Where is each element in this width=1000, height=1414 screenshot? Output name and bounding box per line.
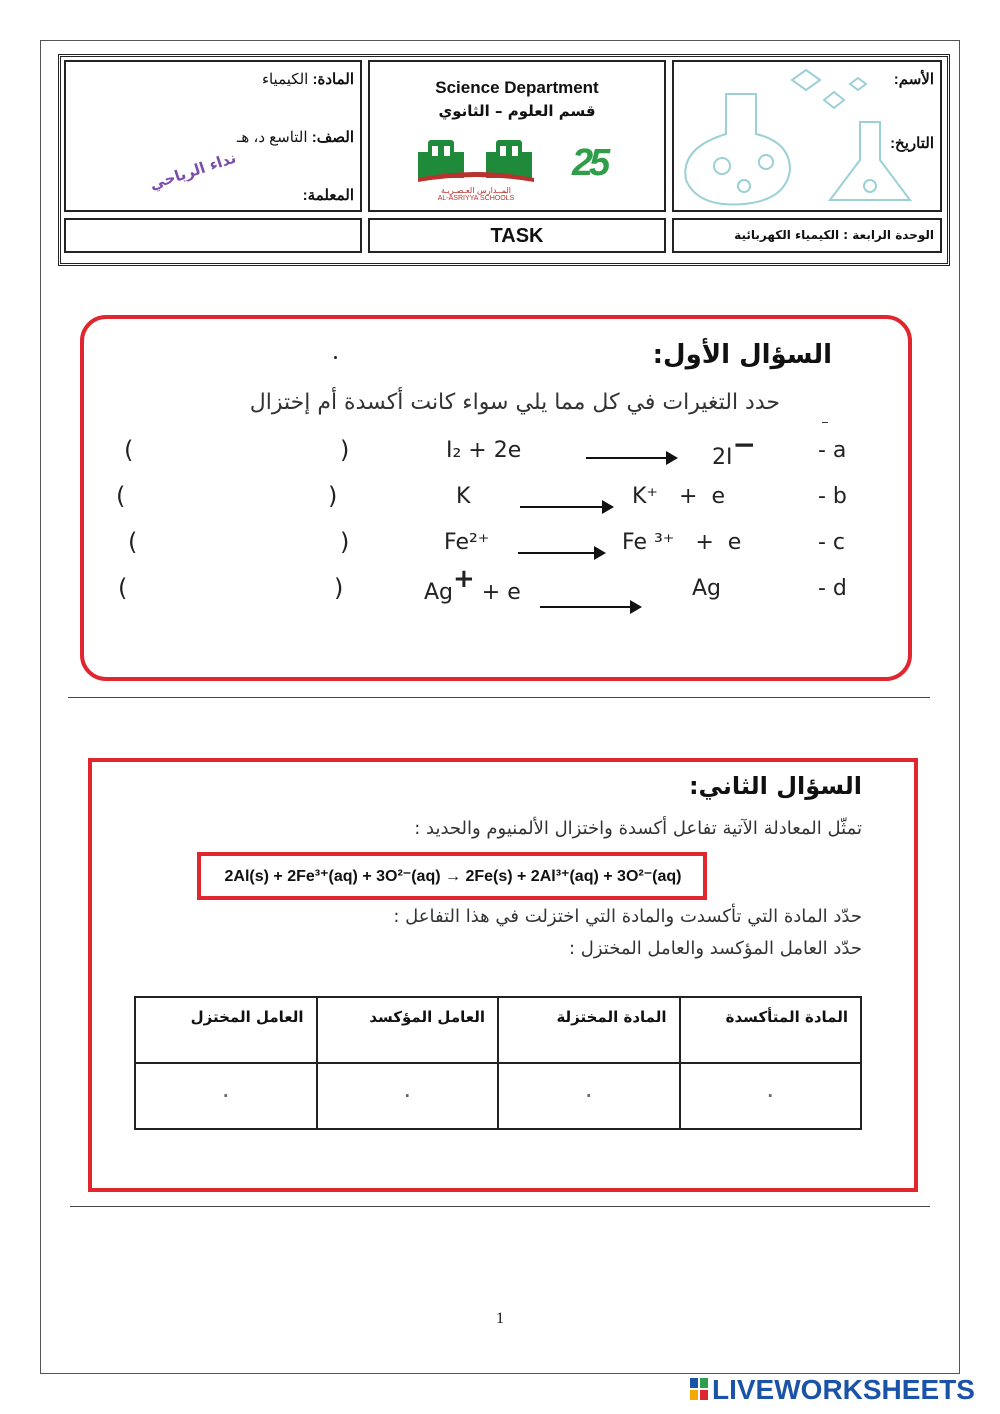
unit-cell [672, 218, 942, 253]
question-2-title: السؤال الثاني: [688, 772, 862, 800]
equation-c-left: Fe²⁺ [444, 530, 490, 555]
teacher-label: المعلمة: [302, 187, 354, 204]
answer-oxidized-substance[interactable]: · [680, 1063, 862, 1129]
department-arabic: قسم العلوم – الثانوي [438, 102, 596, 120]
teacher-signature: نداء الرياحي [147, 148, 239, 194]
row-d-label: - d [818, 576, 847, 601]
answer-blank-a-open[interactable]: ( [124, 436, 134, 464]
row-c-label: - c [818, 530, 846, 555]
ion-charge-a: − [732, 428, 756, 461]
anniversary-25-logo: 25 [572, 142, 607, 184]
equation-d-right: Ag [692, 576, 722, 601]
date-label: التاريخ: [890, 135, 934, 152]
student-cell [672, 60, 942, 212]
arrow-a [586, 457, 676, 459]
arrow-d [540, 606, 640, 608]
arrow-c [518, 552, 604, 554]
department-english: Science Department [435, 78, 599, 97]
task-label: TASK [490, 225, 544, 247]
unit-text: الوحدة الرابعة : الكيمياء الكهربائية [734, 228, 934, 242]
equation-a-right-text: 2I [712, 445, 733, 470]
answer-blank-a-close[interactable]: ) [340, 436, 350, 464]
table-header-row [135, 997, 861, 1063]
blank-cell [64, 218, 362, 253]
answer-table [134, 996, 862, 1130]
answer-oxidizing-agent[interactable]: · [317, 1063, 499, 1129]
class-value: التاسع د، هـ [237, 129, 308, 146]
header-reduced-substance: المادة المختزلة [498, 997, 680, 1063]
header-oxidizing-agent: العامل المؤكسد [317, 997, 499, 1063]
stray-dash [822, 422, 828, 423]
answer-blank-d-open[interactable]: ( [118, 574, 128, 602]
equation-d-left [424, 564, 521, 606]
ion-charge-d: + [453, 564, 475, 594]
subject-label: المادة: [312, 71, 354, 88]
equation-b-right: K⁺ + e [632, 484, 725, 509]
question-2-instruction-2: حدّد العامل المؤكسد والعامل المختزل : [568, 938, 862, 959]
page-number: 1 [496, 1310, 504, 1327]
question-1-title: السؤال الأول: [652, 340, 832, 370]
answer-reduced-substance[interactable]: · [498, 1063, 680, 1129]
answer-blank-c-open[interactable]: ( [128, 528, 138, 556]
equation-c-right: Fe ³⁺ + e [622, 530, 742, 555]
answer-blank-c-close[interactable]: ) [340, 528, 350, 556]
answer-blank-b-close[interactable]: ) [328, 482, 338, 510]
divider-2 [70, 1206, 930, 1207]
equation-d-left-text: Ag [424, 580, 454, 605]
reaction-equation: 2Al(s) + 2Fe³⁺(aq) + 3O²⁻(aq) → 2Fe(s) + 2Al³⁺(aq) + 3O²⁻(aq) [224, 868, 682, 885]
header-reducing-agent: العامل المختزل [135, 997, 317, 1063]
row-a-label: - a [818, 438, 847, 463]
equation-b-left: K [456, 484, 471, 509]
stray-dot [334, 356, 337, 359]
divider-1 [68, 697, 930, 698]
equation-d-left-tail: + e [474, 580, 521, 605]
department-cell [368, 60, 666, 212]
school-logo [414, 136, 538, 192]
subject-cell [64, 60, 362, 212]
liveworksheets-brand[interactable]: LIVEWORKSHEETS [712, 1374, 975, 1405]
school-name-arabic: المــدارس العـصـريـة [441, 186, 511, 195]
task-cell [368, 218, 666, 253]
row-b-label: - b [818, 484, 847, 509]
arrow-b [520, 506, 612, 508]
worksheet-header [58, 54, 950, 266]
equation-a-right [712, 428, 756, 471]
question-1-instruction: حدد التغيرات في كل مما يلي سواء كانت أكسدة أم إختزال [249, 390, 780, 415]
answer-blank-b-open[interactable]: ( [116, 482, 126, 510]
question-2-intro: تمثّل المعادلة الآتية تفاعل أكسدة واختزال الألمنيوم والحديد : [414, 818, 862, 839]
table-answer-row [135, 1063, 861, 1129]
question-2-instruction-1: حدّد المادة التي تأكسدت والمادة التي اختزلت في هذا التفاعل : [393, 906, 862, 927]
answer-reducing-agent[interactable]: · [135, 1063, 317, 1129]
answer-blank-d-close[interactable]: ) [334, 574, 344, 602]
school-name-english: AL-ASRIYYA SCHOOLS [437, 195, 515, 202]
class-label: الصف: [311, 129, 354, 146]
class-line [237, 128, 354, 146]
name-label: الأسم: [893, 71, 934, 88]
equation-a-left: I₂ + 2e [446, 438, 522, 463]
subject-line [262, 70, 354, 88]
header-oxidized-substance: المادة المتأكسدة [680, 997, 862, 1063]
liveworksheets-logo-icon [690, 1378, 708, 1400]
subject-value: الكيمياء [261, 71, 309, 88]
